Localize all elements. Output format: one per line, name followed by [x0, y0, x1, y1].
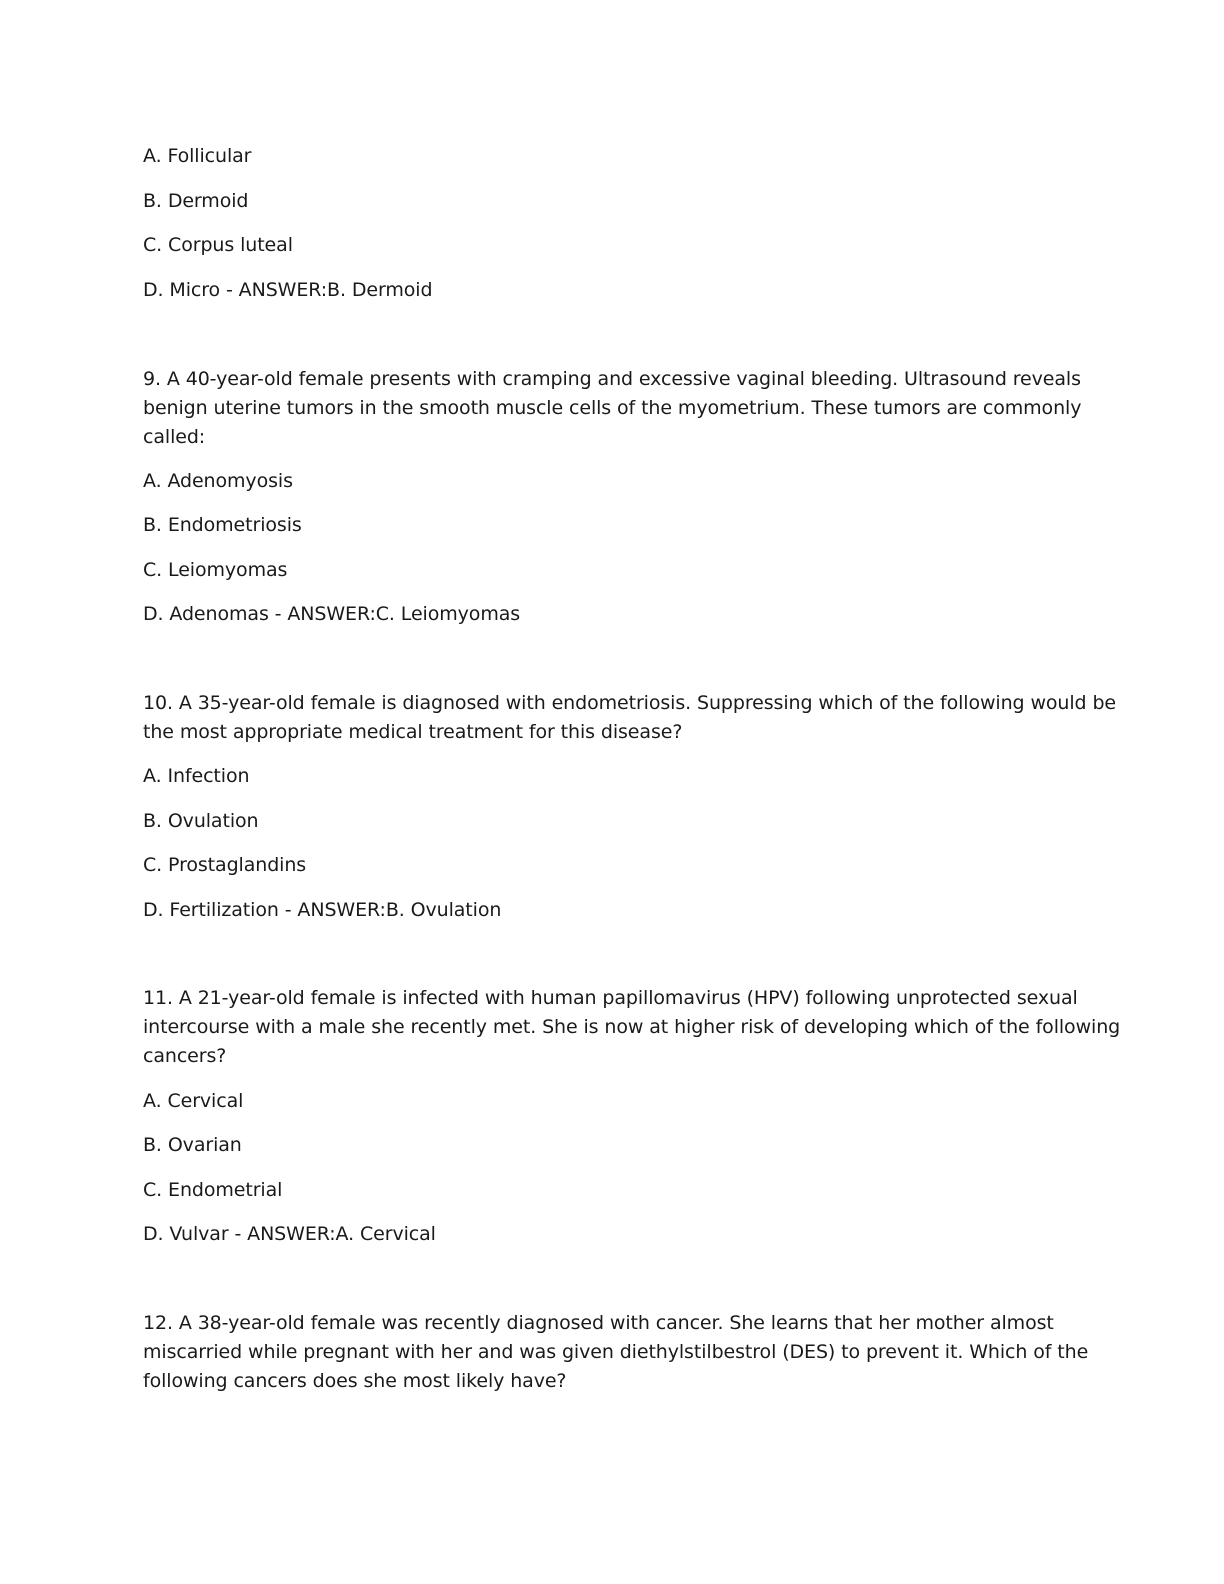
- q9-stem-line-3: called:: [143, 426, 206, 448]
- q10-option-b: B. Ovulation: [143, 810, 259, 832]
- q11-stem-line-2: intercourse with a male she recently met. She is now at higher risk of developing which of the following: [143, 1016, 1121, 1038]
- q8-option-b: B. Dermoid: [143, 190, 249, 212]
- q9-stem-line-1: 9. A 40-year-old female presents with cramping and excessive vaginal bleeding. Ultrasound reveals: [143, 368, 1081, 390]
- q12-stem-line-2: miscarried while pregnant with her and was given diethylstilbestrol (DES) to prevent it. Which of the: [143, 1341, 1089, 1363]
- q11-stem-line-3: cancers?: [143, 1045, 227, 1067]
- q8-option-c: C. Corpus luteal: [143, 234, 293, 256]
- q9-option-d-answer: D. Adenomas - ANSWER:C. Leiomyomas: [143, 603, 521, 625]
- q12-stem-line-1: 12. A 38-year-old female was recently diagnosed with cancer. She learns that her mother almost: [143, 1312, 1054, 1334]
- q11-option-a: A. Cervical: [143, 1090, 244, 1112]
- q9-option-c: C. Leiomyomas: [143, 559, 288, 581]
- q8-option-a: A. Follicular: [143, 145, 252, 167]
- q11-option-c: C. Endometrial: [143, 1179, 283, 1201]
- q9-option-b: B. Endometriosis: [143, 514, 302, 536]
- q9-stem-line-2: benign uterine tumors in the smooth muscle cells of the myometrium. These tumors are commonly: [143, 397, 1082, 419]
- q12-stem-line-3: following cancers does she most likely have?: [143, 1370, 567, 1392]
- q10-stem-line-1: 10. A 35-year-old female is diagnosed with endometriosis. Suppressing which of the following would be: [143, 692, 1116, 714]
- q9-option-a: A. Adenomyosis: [143, 470, 293, 492]
- q10-stem-line-2: the most appropriate medical treatment for this disease?: [143, 721, 683, 743]
- q11-option-b: B. Ovarian: [143, 1134, 242, 1156]
- q10-option-d-answer: D. Fertilization - ANSWER:B. Ovulation: [143, 899, 502, 921]
- q8-option-d-answer: D. Micro - ANSWER:B. Dermoid: [143, 279, 433, 301]
- q10-option-c: C. Prostaglandins: [143, 854, 307, 876]
- q11-option-d-answer: D. Vulvar - ANSWER:A. Cervical: [143, 1223, 436, 1245]
- q10-option-a: A. Infection: [143, 765, 250, 787]
- q11-stem-line-1: 11. A 21-year-old female is infected with human papillomavirus (HPV) following unprotected sexual: [143, 987, 1078, 1009]
